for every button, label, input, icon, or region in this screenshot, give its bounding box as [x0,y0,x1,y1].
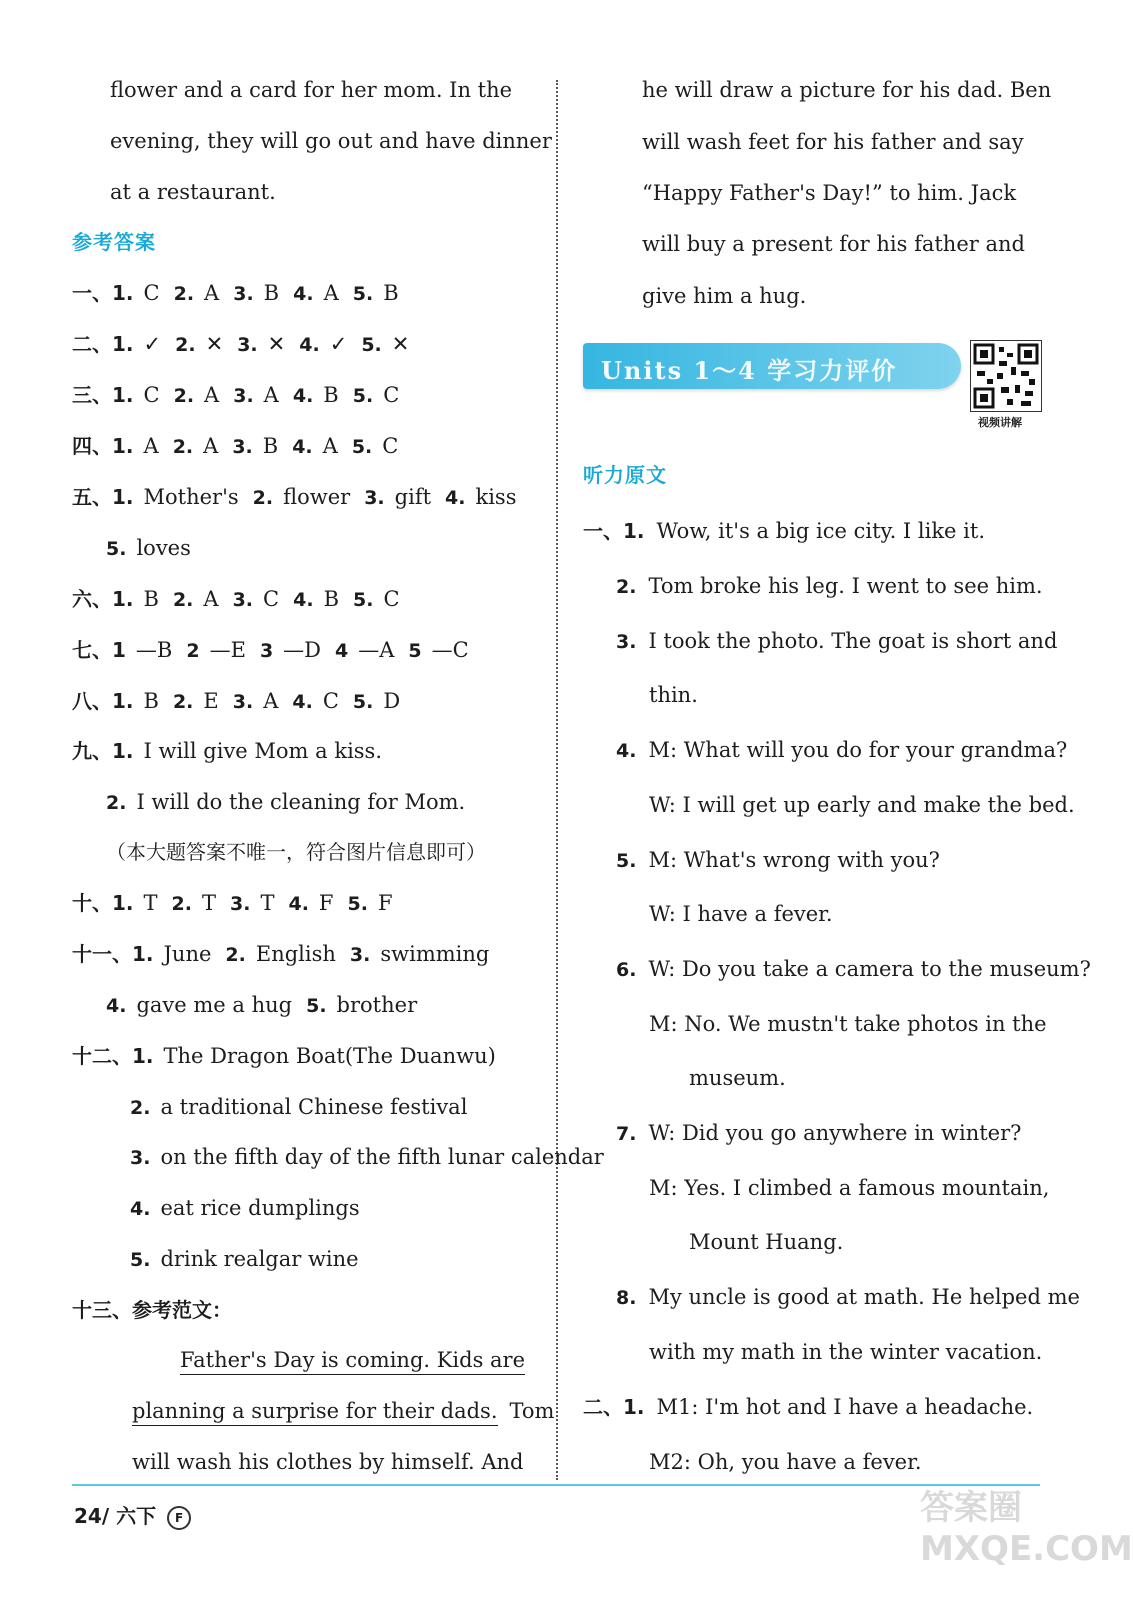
answer-row [72,279,399,308]
transcript-text: Wow, it's a big ice city. I like it. [656,519,985,543]
answer-value: B [262,434,279,458]
watermark [920,1480,1133,1569]
sub-number: 7. [616,1123,637,1145]
answer-value: English [255,942,336,966]
answer-value: A [263,689,279,713]
answer-value: B [323,587,339,611]
answer-number: 2. [172,691,194,713]
answer-value: A [263,383,279,407]
answer-value: eat rice dumplings [160,1196,360,1220]
watermark-text: 答案圈 MXQE.COM [920,1488,1133,1569]
transcript-line: M: No. We mustn't take photos in the [649,1012,1047,1036]
answer-number: 5. [347,893,368,915]
answer-row [72,432,398,461]
answer-number: 5 [408,640,422,662]
answer-value: A [203,434,219,458]
answer-number: 3. [233,385,254,407]
answer-number: 5. [353,589,374,611]
answer-value: C [322,689,339,713]
answer-value: gave me a hug [136,993,293,1017]
answer-value: C [383,383,400,407]
intro-line: “Happy Father's Day!” to him. Jack [642,181,1017,205]
answer-value: A [204,281,220,305]
question-number: 一、1. [583,519,645,543]
answer-value: June [163,942,212,966]
answer-number: 2. [172,589,194,611]
answer-value: ✕ [205,332,224,356]
question-number: 二、1. [72,332,134,356]
answer-number: 3. [364,487,385,509]
column-divider [556,80,558,1480]
answer-value: ✓ [329,332,348,356]
answer-number: 2 [186,640,200,662]
question-number: 九、1. [72,739,134,763]
page-footer [74,1500,191,1530]
answer-row [72,585,400,614]
sub-number: 6. [616,959,637,981]
edition-badge-icon: F [167,1506,191,1530]
transcript-line [616,572,1043,601]
question-number: 三、1. [72,383,134,407]
answer-value: —C [431,638,469,662]
answer-number: 2. [171,893,192,915]
transcript-text: I took the photo. The goat is short and [648,629,1058,653]
question-number: 八、1. [72,689,134,713]
sub-number: 4. [616,740,637,762]
answer-row [72,1143,604,1172]
transcript-heading: 听力原文 [583,463,667,487]
answer-value: a traditional Chinese festival [160,1095,468,1119]
answer-number: 5. [361,334,382,356]
answer-number: 2. [225,944,246,966]
intro-line: will buy a present for his father and [642,232,1025,256]
question-number: 二、1. [583,1395,645,1419]
transcript-line: museum. [689,1066,786,1090]
sub-number: 3. [616,631,637,653]
answer-note: （本大题答案不唯一，符合图片信息即可） [106,840,486,864]
answer-number: 3. [232,691,254,713]
answer-value: D [383,689,401,713]
answer-value: swimming [380,942,490,966]
transcript-line: W: I will get up early and make the bed. [649,793,1075,817]
transcript-text: M1: I'm hot and I have a headache. [656,1395,1034,1419]
unit-banner-title: Units 1～4 学习力评价 [601,356,898,385]
transcript-line: M: Yes. I climbed a famous mountain, [649,1176,1050,1200]
answer-value: loves [136,536,191,560]
answer-value: A [322,434,338,458]
answer-row [72,1042,496,1070]
answer-value: B [143,587,159,611]
answer-value: E [203,689,219,713]
question-number: 七、1 [72,638,126,662]
transcript-text: W: Did you go anywhere in winter? [648,1121,1022,1145]
transcript-line: M2: Oh, you have a fever. [649,1450,922,1474]
answer-value: B [383,281,399,305]
answer-value: A [203,587,219,611]
answer-number: 4. [292,385,314,407]
answers-heading: 参考答案 [72,230,156,254]
answer-number: 4. [299,334,320,356]
answer-value: Mother's [143,485,239,509]
answer-value: I will do the cleaning for Mom. [136,790,466,814]
transcript-line: with my math in the winter vacation. [649,1340,1043,1364]
answer-value: C [383,587,400,611]
essay-line: will wash his clothes by himself. And [132,1450,524,1474]
transcript-text: W: Do you take a camera to the museum? [648,957,1091,981]
sub-number: 5. [616,850,637,872]
transcript-text: M: What will you do for your grandma? [648,738,1068,762]
answer-row [72,381,399,410]
question-number: 十、1. [72,891,134,915]
answer-row [72,940,489,969]
answer-number: 5. [352,283,374,305]
transcript-line: W: I have a fever. [649,902,833,926]
transcript-line [583,517,985,545]
answer-number: 5. [306,995,327,1017]
question-number: 五、1. [72,485,134,509]
answer-number: 4. [293,283,314,305]
answer-number: 3. [237,334,258,356]
page-number: 24/ [74,1504,110,1528]
intro-line: he will draw a picture for his dad. Ben [642,78,1052,102]
transcript-text: My uncle is good at math. He helped me [648,1285,1080,1309]
answer-value: C [143,383,160,407]
answer-value: B [323,383,339,407]
transcript-line [616,1283,1080,1312]
question-number: 十二、1. [72,1044,154,1068]
answer-number: 3. [233,283,254,305]
answer-row [72,1245,359,1274]
intro-line: give him a hug. [642,284,807,308]
answer-value: brother [336,993,418,1017]
transcript-line: Mount Huang. [689,1230,844,1254]
answer-row [72,1093,467,1122]
answer-number: 2. [173,385,195,407]
essay-text: Tom [509,1399,555,1423]
answer-number: 4. [292,691,313,713]
question-number: 六、1. [72,587,134,611]
unit-banner [583,343,961,389]
answer-number: 2. [252,487,274,509]
answer-row [72,534,191,563]
answer-value: —B [135,638,173,662]
answer-number: 4 [335,640,349,662]
answer-number: 4. [445,487,466,509]
transcript-text: Tom broke his leg. I went to see him. [648,574,1043,598]
question-number: 十一、1. [72,942,154,966]
transcript-line [583,1393,1033,1421]
grade-label: 六下 [116,1504,157,1528]
answer-row [72,737,382,765]
sub-number: 2. [106,792,127,814]
answer-value: drink realgar wine [160,1247,359,1271]
answer-value: A [323,281,339,305]
answer-value: —E [209,638,246,662]
answer-number: 2. [175,334,196,356]
transcript-line [616,1119,1021,1148]
answer-row [72,330,409,359]
answer-row [72,991,417,1020]
answer-value: A [143,434,159,458]
answer-value: The Dragon Boat(The Duanwu) [163,1044,496,1068]
question-number: 一、1. [72,281,134,305]
qr-code-icon[interactable] [970,340,1042,412]
answer-number: 5. [351,436,373,458]
sub-number: 4. [130,1198,151,1220]
answer-number: 5. [352,385,374,407]
answer-value: C [382,434,399,458]
answer-value: C [143,281,160,305]
sub-number: 4. [106,995,127,1017]
answer-row [72,636,469,665]
essay-text: planning a surprise for their dads. [132,1399,498,1426]
answer-value: T [260,891,275,915]
answer-number: 4. [292,436,313,458]
answer-value: —A [358,638,395,662]
essay-text: Father's Day is coming. Kids are [180,1348,525,1375]
qr-label: 视频讲解 [978,416,1022,429]
sub-number: 8. [616,1287,637,1309]
transcript-line [616,736,1067,765]
intro-line: flower and a card for her mom. In the [110,78,513,102]
answer-number: 4. [293,589,314,611]
answer-value: —D [283,638,322,662]
answer-value: C [263,587,280,611]
transcript-line [616,955,1091,984]
answer-value: flower [283,485,351,509]
intro-line: at a restaurant. [110,180,276,204]
transcript-line [616,627,1057,656]
answer-row [72,687,400,716]
answer-number: 5. [352,691,374,713]
answer-value: T [201,891,216,915]
essay-line [180,1346,525,1374]
answer-number: 2. [172,436,194,458]
answer-row [72,483,516,512]
answer-value: T [143,891,158,915]
transcript-line: thin. [649,683,698,707]
answer-number: 3 [259,640,274,662]
intro-line: evening, they will go out and have dinner [110,129,552,153]
intro-line: will wash feet for his father and say [642,130,1024,154]
answer-value: ✕ [267,332,286,356]
sub-number: 5. [130,1249,151,1271]
answer-number: 3. [232,589,254,611]
answer-value: I will give Mom a kiss. [143,739,383,763]
footer-rule [72,1484,1040,1486]
sub-number: 3. [130,1147,151,1169]
answer-number: 3. [232,436,253,458]
transcript-line [616,846,940,875]
answer-row [72,788,465,817]
answer-number: 3. [230,893,251,915]
answer-row [72,889,393,918]
sub-number: 2. [130,1097,151,1119]
answer-number: 3. [349,944,371,966]
essay-line [132,1397,554,1425]
answer-row [72,1296,232,1324]
answer-value: on the fifth day of the fifth lunar calendar [160,1145,604,1169]
answer-value: B [263,281,280,305]
answer-row [72,1194,360,1223]
answer-number: 2. [173,283,195,305]
answer-value: kiss [475,485,517,509]
answer-value: gift [394,485,432,509]
answer-value: ✕ [391,332,410,356]
sub-number: 2. [616,576,637,598]
answer-value: F [377,891,393,915]
answer-value: ✓ [143,332,162,356]
sub-number: 5. [106,538,127,560]
answer-value: F [318,891,334,915]
answer-value: B [143,689,159,713]
answer-value: A [204,383,220,407]
answer-number: 4. [288,893,309,915]
transcript-text: M: What's wrong with you? [648,848,940,872]
question-number: 十三、参考范文： [72,1298,232,1322]
question-number: 四、1. [72,434,134,458]
